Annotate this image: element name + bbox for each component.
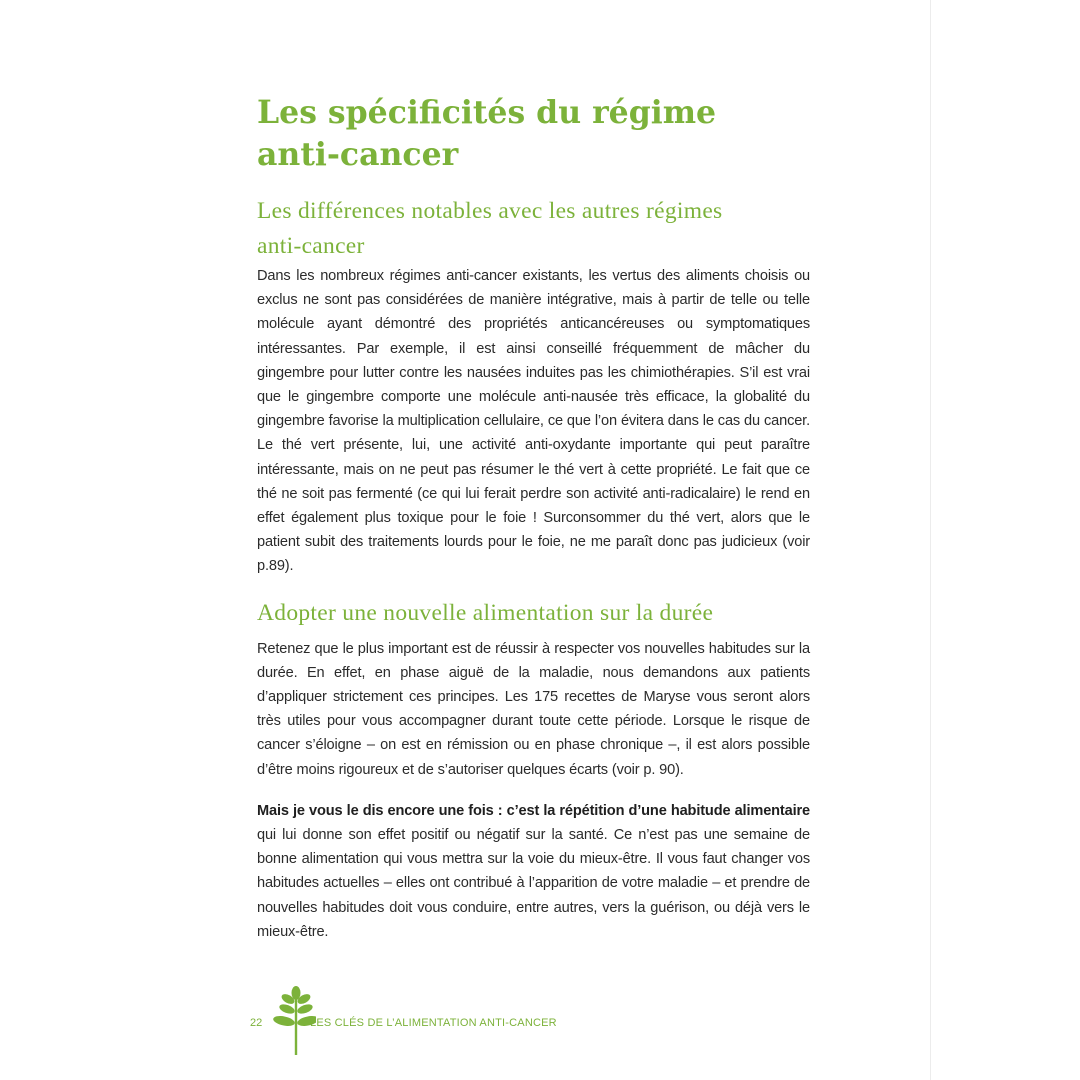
section2-body2-bold: Mais je vous le dis encore une fois : c’est la répétition d’une habitude alimentaire [257,802,810,819]
page-number: 22 [250,1017,263,1029]
chapter-title-line1: Les spécificités du régime [257,94,717,131]
chapter-title [257,92,810,176]
section1-heading [257,194,810,264]
section2-body2 [257,799,810,944]
section2-heading: Adopter une nouvelle alimentation sur la durée [257,599,714,626]
section1-heading-line2: anti-cancer [257,233,365,259]
book-page [152,0,930,1080]
section2-body1: Retenez que le plus important est de réussir à respecter vos nouvelles habitudes sur la durée. En effet, en phase aiguë de la maladie, nous demandons aux patients d’appliquer strictement ces principes. Les 175 recettes de Maryse vous seront alors très utiles pour vous accompagner durant toute cette période. Lorsque le risque de cancer s’éloigne – on est en rémission ou en phase chronique –, il est alors possible d’être moins rigoureux et de s’autoriser quelques écarts (voir p. 90). [257,640,810,778]
page-footer [250,985,650,1055]
running-title: LES CLÉS DE L’ALIMENTATION ANTI-CANCER [310,1017,557,1029]
section1-heading-line1: Les différences notables avec les autres régimes [257,198,723,224]
page-content [257,92,810,944]
chapter-title-line2: anti-cancer [257,136,459,173]
section1-body: Dans les nombreux régimes anti-cancer existants, les vertus des aliments choisis ou exclus ne sont pas considérées de manière intégrative, mais à partir de telle ou telle molécule ayant démontré des propriétés anticancéreuses ou symptomatiques intéressantes. Par exemple, il est ainsi conseillé fréquemment de mâcher du gingembre pour lutter contre les nausées induites pas les chimiothérapies. S’il est vrai que le gingembre comporte une molécule anti-nausée très efficace, la globalité du gingembre favorise la multiplication cellulaire, ce que l’on évitera dans le cas du cancer. Le thé vert présente, lui, une activité anti-oxydante importante qui peut paraître intéressante, mais on ne peut pas résumer le thé vert à cette propriété. Le fait que ce thé ne soit pas fermenté (ce qui lui ferait perdre son activité anti-radicalaire) le rend en effet également plus toxique pour le foie ! Surconsommer du thé vert, alors que le patient subit des traitements lourds pour le foie, ne me paraît donc pas judicieux (voir p.89). [257,268,810,575]
section2-body2-rest: qui lui donne son effet positif ou négatif sur la santé. Ce n’est pas une semaine de bonne alimentation qui vous mettra sur la voie du mieux-être. Il vous faut changer vos habitudes actuelles – elles ont contribué à l’apparition de votre maladie – et prendre de nouvelles habitudes doit vous conduire, entre autres, vers la guérison, ou déjà vers le mieux-être. [257,827,810,940]
